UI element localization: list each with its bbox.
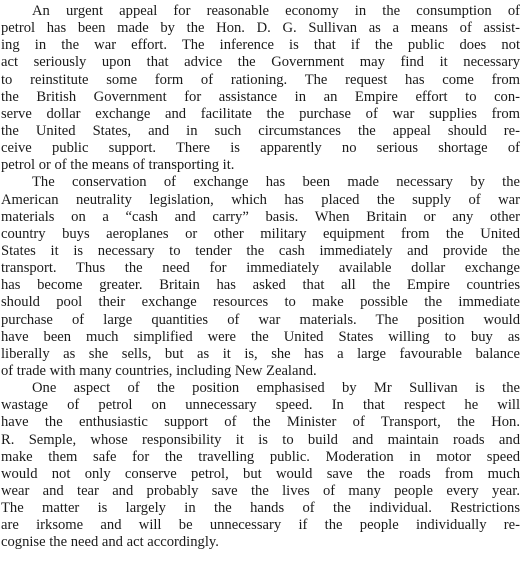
- text-line: purchase of large quantities of war materials. The position would: [1, 311, 520, 328]
- paragraph-3: [1, 380, 520, 551]
- text-line: States it is necessary to tender the cash immediately and provide the: [1, 242, 520, 259]
- text-line: transport. Thus the need for immediately available dollar exchange: [1, 260, 520, 277]
- text-line: serve dollar exchange and facilitate the purchase of war supplies from: [1, 105, 520, 122]
- text-line: make them safe for the travelling public. Moderation in motor speed: [1, 448, 520, 465]
- text-line: cognise the need and act accordingly.: [1, 534, 219, 551]
- text-line: the United States, and in such circumstances the appeal should re-: [1, 122, 520, 139]
- text-line: would not only conserve petrol, but would save the roads from much: [1, 465, 520, 482]
- text-line: have the enthusiastic support of the Minister of Transport, the Hon.: [1, 414, 520, 431]
- text-line: liberally as she sells, but as it is, she has a large favourable balance: [1, 345, 520, 362]
- text-line: R. Semple, whose responsibility it is to build and maintain roads and: [1, 431, 520, 448]
- text-line: The matter is largely in the hands of the individual. Restrictions: [1, 500, 520, 517]
- text-line: wear and tear and probably save the lives of many people every year.: [1, 482, 520, 499]
- text-line: country buys aeroplanes or other military equipment from the United: [1, 225, 520, 242]
- text-line: act seriously upon that advice the Government may find it necessary: [1, 54, 520, 71]
- text-line: materials on a “cash and carry” basis. When Britain or any other: [1, 208, 520, 225]
- text-line: ceive public support. There is apparently no serious shortage of: [1, 140, 520, 157]
- text-line: has become greater. Britain has asked that all the Empire countries: [1, 277, 520, 294]
- text-line: petrol or of the means of transporting it.: [1, 157, 235, 174]
- text-line: wastage of petrol on unnecessary speed. In that respect he will: [1, 397, 520, 414]
- text-line: of trade with many countries, including New Zealand.: [1, 362, 317, 379]
- text-line: The conservation of exchange has been made necessary by the: [32, 174, 520, 191]
- text-line: to reinstitute some form of rationing. The request has come from: [1, 71, 520, 88]
- text-line: One aspect of the position emphasised by Mr Sullivan is the: [32, 380, 520, 397]
- text-line: should pool their exchange resources to make possible the immediate: [1, 294, 520, 311]
- text-line: American neutrality legislation, which has placed the supply of war: [1, 191, 520, 208]
- text-line: An urgent appeal for reasonable economy in the consumption of: [32, 3, 520, 19]
- paragraph-2: [1, 174, 520, 380]
- paragraph-1: [1, 3, 520, 174]
- text-line: are irksome and will be unnecessary if the people individually re-: [1, 517, 520, 534]
- text-line: have been much simplified were the United States willing to buy as: [1, 328, 520, 345]
- text-line: petrol has been made by the Hon. D. G. Sullivan as a means of assist-: [1, 20, 520, 37]
- text-line: the British Government for assistance in an Empire effort to con-: [1, 88, 520, 105]
- text-line: ing in the war effort. The inference is that if the public does not: [1, 37, 520, 54]
